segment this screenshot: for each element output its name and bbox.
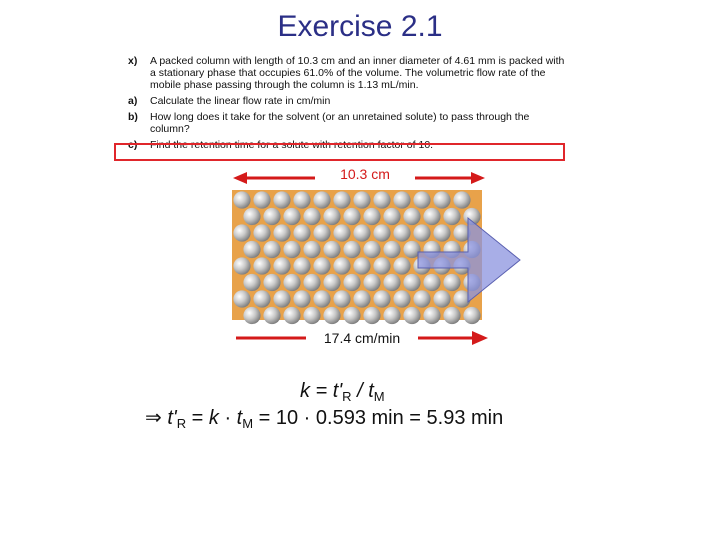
bead: [253, 224, 270, 241]
bead: [293, 290, 310, 307]
bead: [443, 307, 460, 324]
flow-rate-label: 17.4 cm/min: [306, 330, 418, 346]
bead: [273, 257, 290, 274]
bead: [443, 274, 460, 291]
bead: [373, 224, 390, 241]
bead: [303, 274, 320, 291]
bead: [333, 191, 350, 208]
bead: [253, 191, 270, 208]
eq-sub-m: M: [242, 416, 254, 431]
eq-tr: t': [332, 380, 343, 402]
page-title: Exercise 2.1: [277, 10, 443, 43]
bead: [243, 208, 260, 225]
bead: [343, 307, 360, 324]
bead: [343, 241, 360, 258]
bead: [233, 290, 250, 307]
eq-sub-r: R: [342, 389, 352, 404]
bead: [303, 241, 320, 258]
bead: [413, 224, 430, 241]
bead: [393, 257, 410, 274]
bead: [303, 307, 320, 324]
bead: [233, 224, 250, 241]
bead: [233, 257, 250, 274]
bead: [423, 208, 440, 225]
eq-equals: =: [186, 407, 209, 429]
bead: [293, 224, 310, 241]
bead: [323, 208, 340, 225]
bead: [423, 307, 440, 324]
bead: [243, 274, 260, 291]
bead: [403, 307, 420, 324]
eq-sub-m: M: [373, 389, 385, 404]
bead: [263, 274, 280, 291]
bead: [243, 241, 260, 258]
bead: [233, 191, 250, 208]
bead: [353, 290, 370, 307]
bead: [263, 241, 280, 258]
bead: [353, 191, 370, 208]
bead: [373, 257, 390, 274]
bead: [453, 191, 470, 208]
bead: [333, 290, 350, 307]
flow-arrow-head: [472, 331, 488, 345]
bead: [373, 290, 390, 307]
bead: [383, 274, 400, 291]
bead: [293, 191, 310, 208]
bead: [283, 208, 300, 225]
item-text: Find the retention time for a solute with retention factor of 10.: [150, 139, 434, 151]
bead: [343, 274, 360, 291]
bead: [283, 307, 300, 324]
eq-slash: /: [351, 380, 369, 402]
eq-k: k: [300, 380, 310, 402]
bead: [413, 191, 430, 208]
bead: [413, 290, 430, 307]
bead: [403, 208, 420, 225]
bead: [443, 208, 460, 225]
bead: [323, 241, 340, 258]
eq-tr: t': [167, 407, 177, 429]
bead: [353, 224, 370, 241]
bead: [393, 191, 410, 208]
bead: [283, 241, 300, 258]
eq-k: k: [208, 407, 219, 429]
item-mark: x): [128, 55, 138, 67]
bead: [333, 257, 350, 274]
item-mark: a): [128, 95, 138, 107]
item-text: How long does it take for the solvent (or an unretained solute) to pass through the column?: [150, 111, 530, 135]
item-mark: b): [128, 111, 138, 123]
eq-tm: t: [236, 407, 243, 429]
item-text: Calculate the linear flow rate in cm/min: [150, 95, 331, 107]
bead: [273, 290, 290, 307]
bead: [403, 274, 420, 291]
bead: [283, 274, 300, 291]
length-arrow-left-head: [233, 172, 247, 184]
bead: [433, 224, 450, 241]
bead: [393, 290, 410, 307]
bead: [463, 307, 480, 324]
bead: [363, 307, 380, 324]
bead: [373, 191, 390, 208]
bead: [253, 290, 270, 307]
bead: [313, 191, 330, 208]
retention-factor-equation: [300, 380, 385, 404]
bead: [273, 224, 290, 241]
bead: [263, 307, 280, 324]
bead: [353, 257, 370, 274]
bead: [303, 208, 320, 225]
bead: [313, 224, 330, 241]
bead: [383, 307, 400, 324]
bead: [423, 274, 440, 291]
bead: [313, 290, 330, 307]
eq-tm: t: [368, 380, 374, 402]
bead: [323, 307, 340, 324]
bead: [393, 224, 410, 241]
bead: [313, 257, 330, 274]
bead: [253, 257, 270, 274]
bead: [363, 274, 380, 291]
bead: [243, 307, 260, 324]
eq-equals: =: [310, 380, 333, 402]
eq-dot: ·: [218, 407, 237, 429]
bead: [343, 208, 360, 225]
length-arrow-right-head: [471, 172, 485, 184]
bead: [433, 191, 450, 208]
retention-time-equation: [145, 405, 503, 431]
column-length-label: 10.3 cm: [315, 166, 415, 182]
bead: [383, 208, 400, 225]
bead: [383, 241, 400, 258]
bead: [433, 290, 450, 307]
item-mark: c): [128, 139, 138, 151]
item-text: A packed column with length of 10.3 cm and an inner diameter of 4.61 mm is packed with a stationary phase that occupies 61.0% of the volume. The volumetric flow rate of the mobile phase passing through the column is 1.13 mL/min.: [150, 55, 565, 91]
bead: [363, 208, 380, 225]
eq-sub-r: R: [176, 416, 187, 431]
implies-symbol: ⇒: [145, 407, 168, 429]
bead: [363, 241, 380, 258]
bead: [263, 208, 280, 225]
bead: [333, 224, 350, 241]
bead: [323, 274, 340, 291]
eq-result: = 10 · 0.593 min = 5.93 min: [253, 407, 504, 429]
bead: [293, 257, 310, 274]
bead: [273, 191, 290, 208]
